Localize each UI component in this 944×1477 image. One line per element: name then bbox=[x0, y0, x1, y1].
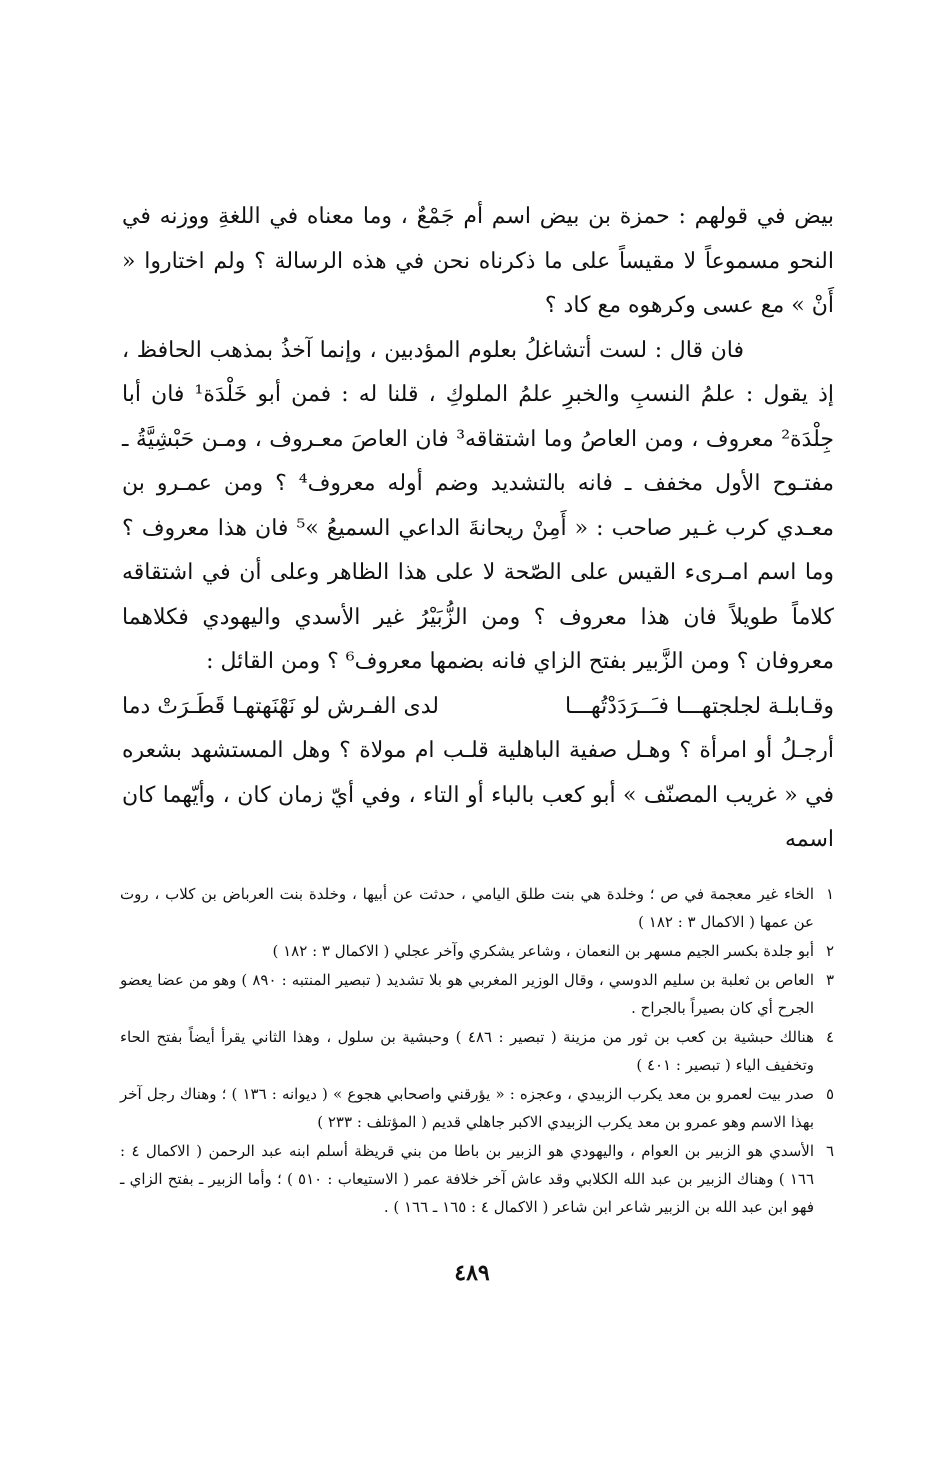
footnote bbox=[120, 1023, 834, 1079]
footnote bbox=[120, 1080, 834, 1136]
paragraph-2: فان قال : لست أتشاغلُ بعلوم المؤدبين ، وإنما آخذُ بمذهب الحافظ ، إذ يقول : علمُ النسبِ والخبرِ علمُ الملوكِ ، قلنا له : فمن أبو خَلْدَة¹ فان أبا جِلْدَة² معروف ، ومن العاصُ وما اشتقاقه³ فان العاصَ معـروف ، ومـن حَبْشِيَّةُ ـ مفتـوح الأول مخفف ـ فانه بالتشديد وضم أوله معروف⁴ ؟ ومن عمـرو بن معـدي كرب غـير صاحب : « أَمِنْ ريحانةَ الداعي السميعُ »⁵ فان هذا معروف ؟ وما اسم امـرىء القيس على الصّحة لا على هذا الظاهر وعلى أن في اشتقاقه كلاماً طويلاً فان هذا معروف ؟ ومن الزُّبَيْرُ غير الأسدي واليهودي فكلاهما معروفان ؟ ومن الزَّبير بفتح الزاي فانه بضمها معروف⁶ ؟ ومن القائل : bbox=[122, 337, 835, 674]
main-text-block bbox=[122, 195, 834, 863]
footnote-number: ٣ bbox=[825, 971, 834, 989]
poetry-verse bbox=[122, 685, 834, 730]
footnote-number: ٢ bbox=[825, 942, 834, 960]
page-number: ٤٨٩ bbox=[454, 1260, 490, 1286]
footnote-number: ٤ bbox=[825, 1028, 834, 1046]
footnote bbox=[120, 966, 834, 1022]
footnote-number: ٦ bbox=[825, 1142, 834, 1160]
footnote-text: أبو جلدة بكسر الجيم مسهر بن النعمان ، وشاعر يشكري وآخر عجلي ( الاكمال ٣ : ١٨٢ ) bbox=[272, 942, 814, 960]
footnote-text: الخاء غير معجمة في ص ؛ وخلدة هي بنت طلق اليامي ، حدثت عن أبيها ، وخلدة بنت العرباض بن كلاب ، روت عن عمها ( الاكمال ٣ : ١٨٢ ) bbox=[120, 885, 814, 931]
paragraph-1: بيض في قولهم : حمزة بن بيض اسم أم جَمْعٌ ، وما معناه في اللغةِ ووزنه في النحو مسموعاً لا مقيساً على ما ذكرناه نحن في هذه الرسالة ؟ ولم اختاروا « أَنْ » مع عسى وكرهوه مع كاد ؟ bbox=[122, 204, 834, 318]
footnote bbox=[120, 937, 834, 965]
footnotes-block bbox=[120, 880, 834, 1222]
footnote-number: ٥ bbox=[825, 1085, 834, 1103]
footnote-number: ١ bbox=[825, 885, 834, 903]
verse-first-hemistich: وقـابلـة لجلجتهـــا فـَــرَدَدْتُهـــا bbox=[564, 693, 834, 719]
footnote bbox=[120, 880, 834, 936]
paragraph-3: أرجـلُ أو امرأة ؟ وهـل صفية الباهلية قلـب ام مولاة ؟ وهل المستشهد بشعره في « غريب المصنّف » أبو كعب بالباء أو التاء ، وفي أيّ زمان كان ، وأيّهما كان اسمه bbox=[122, 738, 834, 852]
footnote-text: الأسدي هو الزبير بن العوام ، واليهودي هو الزبير بن باطا من بني قريظة أسلم ابنه عبد الرحمن ( الاكمال ٤ : ١٦٦ ) وهناك الزبير بن عبد الله الكلابي وقد عاش آخر خلافة عمر ( الاستيعاب : ٥١٠ ) ؛ وأما الزبير ـ بفتح الزاي ـ فهو ابن عبد الله بن الزبير شاعر ابن شاعر ( الاكمال ٤ : ١٦٥ ـ ١٦٦ ) . bbox=[120, 1142, 815, 1216]
footnote-text: هنالك حبشية بن كعب بن ثور من مزينة ( تبصير : ٤٨٦ ) وحبشية بن سلول ، وهذا الثاني يقرأ أيضاً بفتح الحاء وتخفيف الياء ( تبصير : ٤٠١ ) bbox=[120, 1028, 814, 1074]
footnote-text: صدر بيت لعمرو بن معد يكرب الزبيدي ، وعجزه : « يؤرقني واصحابي هجوع » ( ديوانه : ١٣٦ ) ؛ وهناك رجل آخر بهذا الاسم وهو عمرو بن معد يكرب الزبيدي الاكبر جاهلي قديم ( المؤتلف : ٢٣٣ ) bbox=[120, 1085, 814, 1131]
footnote-text: العاص بن ثعلبة بن سليم الدوسي ، وقال الوزير المغربي هو بلا تشديد ( تبصير المنتبه : ٨٩٠ ) وهو من عضا يعضو الجرح أي كان بصيراً بالجراح . bbox=[120, 971, 814, 1017]
verse-second-hemistich: لدى الفـرش لو نَهْنَهتهـا قَطَـرَتْ دما bbox=[122, 693, 440, 719]
footnote bbox=[120, 1137, 834, 1221]
